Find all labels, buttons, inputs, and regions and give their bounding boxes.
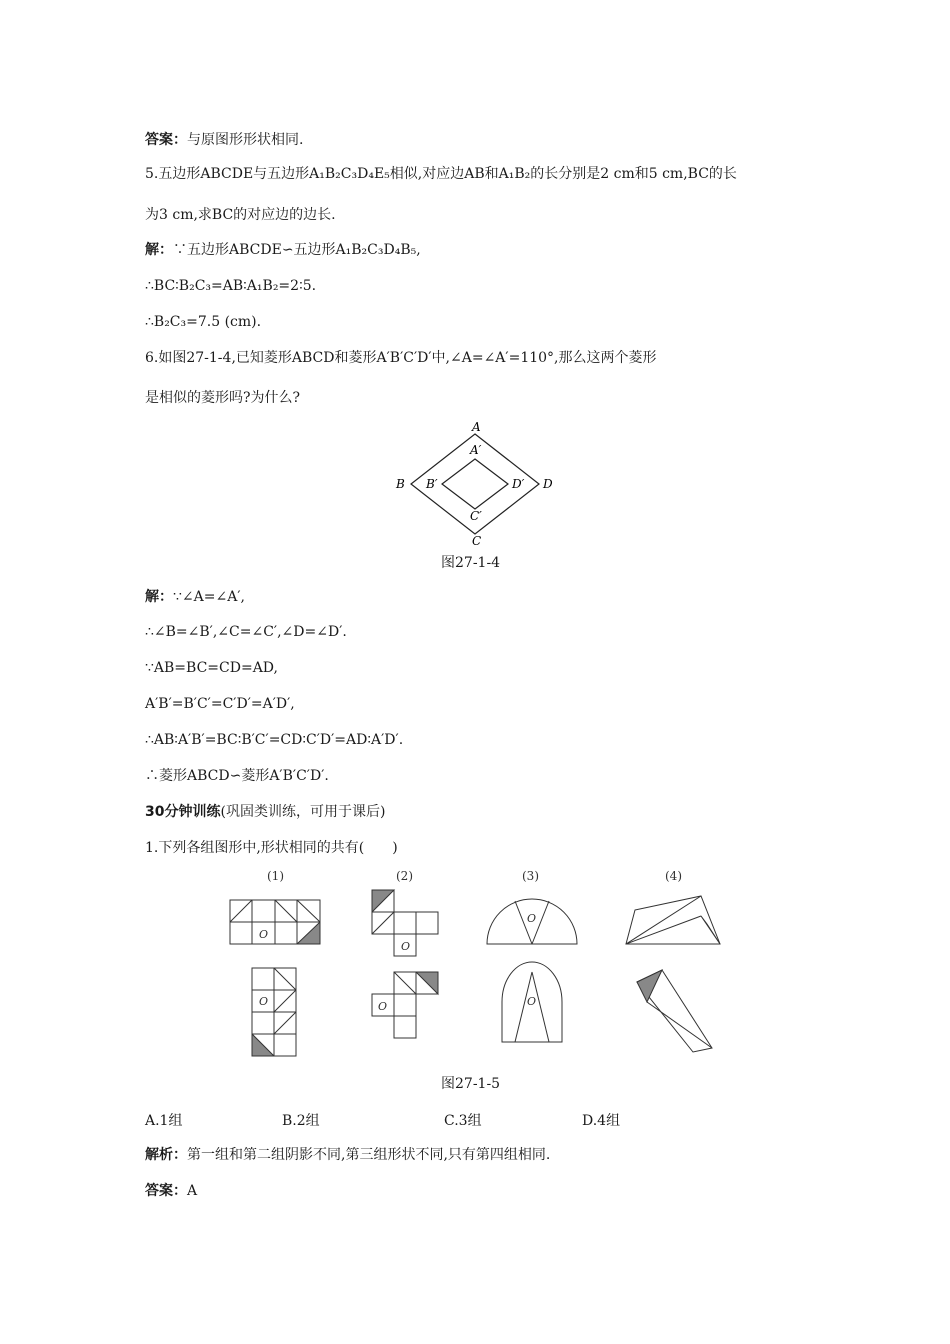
group-label-3: (3) (522, 869, 539, 883)
figure-caption-27-1-5: 图27-1-5 (441, 1076, 501, 1092)
q6-stem-line1: 6.如图27-1-4,已知菱形ABCD和菱形A′B′C′D′中,∠A=∠A′=110°,那么这两个菱形 (145, 350, 657, 366)
q1-answer (145, 1181, 197, 1201)
q5-stem-line2: 为3 cm,求BC的对应边的边长. (145, 207, 336, 223)
section-title: 30分钟训练 (145, 804, 221, 820)
group3-bottom-arch (502, 962, 562, 1042)
solution-label: 解： (145, 589, 173, 605)
center-label-o: O (378, 1000, 388, 1013)
q6-solution-line5: ∴AB∶A′B′=BC∶B′C′=CD∶C′D′=AD∶A′D′. (145, 732, 404, 748)
label-D-prime: D′ (512, 477, 525, 491)
answer-text: A (187, 1183, 198, 1199)
q6-stem-line2: 是相似的菱形吗?为什么? (145, 390, 301, 406)
solution-label: 解： (145, 242, 173, 258)
q6-solution-line2: ∴∠B=∠B′,∠C=∠C′,∠D=∠D′. (145, 624, 347, 640)
center-label-o: O (527, 912, 537, 925)
group2-bottom-cross (372, 972, 438, 1038)
label-C: C (472, 534, 482, 548)
answer-label: 答案： (145, 132, 187, 148)
q5-solution-line1 (145, 240, 421, 260)
q5-solution-line3: ∴B₂C₃=7.5 (cm). (145, 314, 262, 330)
label-A-prime: A′ (470, 443, 482, 457)
rhombus-figure (390, 418, 560, 548)
label-A: A (472, 420, 481, 434)
option-d: D.4组 (582, 1113, 621, 1129)
section-subtitle: (巩固类训练，可用于课后) (220, 804, 386, 820)
section-header (145, 802, 385, 822)
q1-analysis (145, 1145, 550, 1165)
group1-bottom-grid (252, 968, 296, 1056)
q5-stem-line1: 5.五边形ABCDE与五边形A₁B₂C₃D₄E₅相似,对应边AB和A₁B₂的长分别是2 cm和5 cm,BC的长 (145, 166, 737, 182)
q1-stem: 1.下列各组图形中,形状相同的共有( ) (145, 840, 398, 856)
answer-label: 答案： (145, 1183, 187, 1199)
option-a: A.1组 (145, 1113, 183, 1129)
group4-bottom-quad (637, 970, 712, 1052)
label-D: D (543, 477, 553, 491)
q5-solution-line2: ∴BC∶B₂C₃=AB∶A₁B₂=2∶5. (145, 278, 317, 294)
option-c: C.3组 (444, 1113, 482, 1129)
solution-text: ∵∠A=∠A′, (173, 589, 245, 605)
q4-answer (145, 130, 303, 150)
analysis-label: 解析： (145, 1147, 187, 1163)
center-label-o: O (259, 995, 269, 1008)
center-label-o: O (401, 940, 411, 953)
center-label-o: O (259, 928, 269, 941)
answer-text: 与原图形形状相同. (187, 132, 304, 148)
label-C-prime: C′ (470, 509, 482, 523)
group-label-4: (4) (665, 869, 682, 883)
group1-top-grid (230, 900, 320, 944)
option-b: B.2组 (282, 1113, 320, 1129)
group3-top-semicircle (487, 899, 577, 944)
inner-rhombus (442, 459, 508, 509)
label-B: B (396, 477, 405, 491)
group4-top-quad (626, 896, 720, 944)
analysis-text: 第一组和第二组阴影不同,第三组形状不同,只有第四组相同. (187, 1147, 551, 1163)
figure-caption-27-1-4: 图27-1-4 (441, 555, 501, 571)
solution-text: ∵五边形ABCDE∽五边形A₁B₂C₃D₄B₅, (173, 242, 421, 258)
group-label-2: (2) (396, 869, 413, 883)
q6-solution-line6: ∴菱形ABCD∽菱形A′B′C′D′. (145, 768, 329, 784)
center-label-o: O (527, 995, 537, 1008)
label-B-prime: B′ (426, 477, 438, 491)
group-label-1: (1) (267, 869, 284, 883)
q6-solution-line3: ∵AB=BC=CD=AD, (145, 660, 278, 676)
group2-top-cross (372, 890, 438, 956)
q6-solution-line4: A′B′=B′C′=C′D′=A′D′, (145, 696, 295, 712)
q6-solution-line1 (145, 587, 245, 607)
shape-groups-figure (215, 862, 735, 1062)
